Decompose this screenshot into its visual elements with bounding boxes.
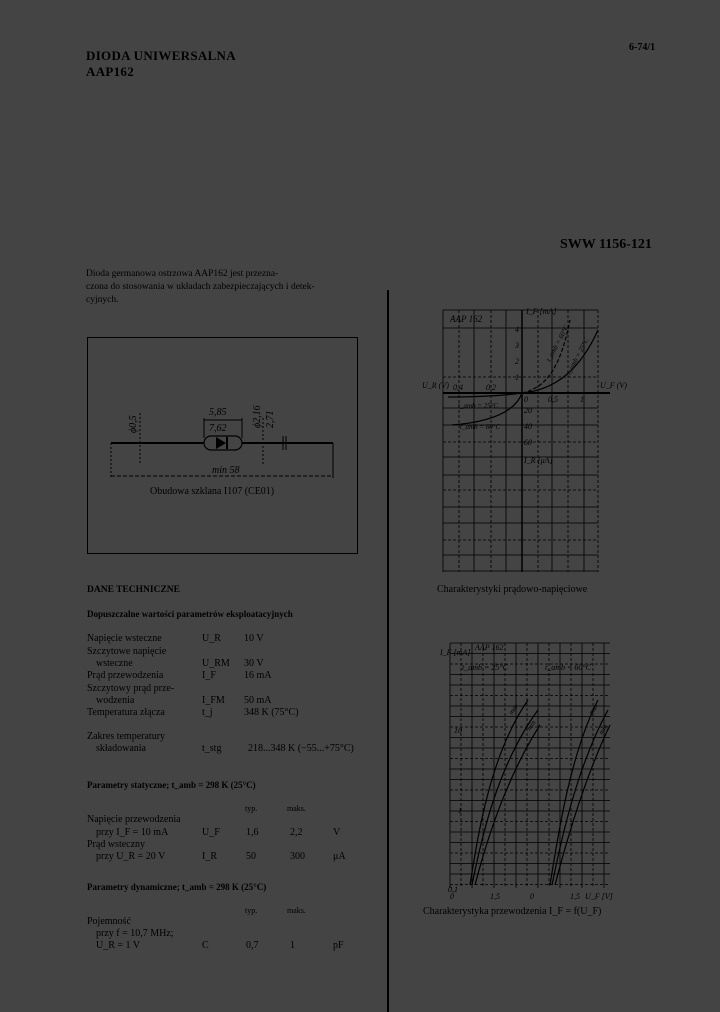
param-symbol: C	[202, 940, 209, 951]
param-condition: przy I_F = 10 mA	[96, 827, 169, 838]
curve-label: max	[507, 701, 521, 717]
limit-name-cont: wsteczne	[96, 658, 133, 669]
tick: 0,5	[548, 395, 558, 404]
tick: 1	[515, 373, 519, 382]
curve-label: t_amb = 60°C	[460, 423, 501, 431]
diode-outline-drawing	[88, 338, 357, 553]
limit-symbol: U_R	[202, 633, 221, 644]
dim-body-outer: 7,62	[209, 423, 227, 434]
param-unit: V	[333, 827, 341, 838]
outline-caption: Obudowa szklana I107 (CE01)	[150, 486, 275, 497]
intro-line: Dioda germanowa ostrzowa AAP162 jest przezna-	[86, 269, 279, 279]
limit-symbol: I_F	[202, 670, 216, 681]
limit-value: 218...348 K (−55...+75°C)	[248, 743, 354, 754]
tick: 4	[515, 325, 519, 334]
page-code: 6-74/1	[629, 42, 656, 53]
param-name: Napięcie przewodzenia	[87, 814, 181, 825]
param-unit: μA	[333, 851, 346, 862]
param-typ: 1,6	[246, 827, 259, 838]
chart2-caption: Charakterystyka przewodzenia I_F = f(U_F)	[423, 906, 602, 917]
curve-label: t_amb = 60°C	[544, 323, 571, 363]
tick: 1	[580, 395, 584, 404]
chart1-x-left-label: U_R (V)	[422, 381, 449, 390]
tick: 60	[524, 438, 532, 447]
param-max: 1	[290, 940, 295, 951]
outline-drawing-frame	[87, 337, 358, 554]
tick: 0,2	[486, 383, 496, 392]
temp-label: t_amb = 25°C	[462, 663, 508, 672]
dim-body-diameter-max: 2,71	[265, 410, 276, 428]
document-title: DIODA UNIWERSALNA	[86, 48, 236, 63]
curve-25c-max	[470, 700, 528, 885]
tick: 2	[515, 357, 519, 366]
curve-60c-typ	[552, 710, 608, 885]
chart1-part-label: AAP 162	[450, 314, 483, 324]
forward-characteristic-chart	[420, 635, 620, 900]
tick: 20	[524, 406, 532, 415]
limit-name: Prąd przewodzenia	[87, 670, 164, 681]
limit-name-cont: wodzenia	[96, 695, 135, 706]
dim-body-diameter: ϕ2,16	[252, 405, 263, 428]
standard-number: SWW 1156-121	[560, 237, 652, 252]
limit-name: Temperatura złącza	[87, 707, 165, 718]
param-name: Prąd wsteczny	[87, 839, 146, 850]
limit-symbol: I_FM	[202, 695, 225, 706]
intro-line: cyjnych.	[86, 295, 119, 305]
tick: 0	[530, 892, 534, 900]
tick: 0	[524, 395, 528, 404]
param-condition: przy f = 10,7 MHz;	[96, 928, 174, 939]
part-number: AAP162	[86, 64, 135, 79]
curve-label: t_amb = 25°C	[564, 336, 591, 376]
chart2-y-label: I_F [mA]	[440, 648, 471, 657]
limit-name: Szczytowy prąd prze-	[87, 683, 175, 694]
limit-symbol: t_stg	[202, 743, 222, 754]
limit-name-cont: składowania	[96, 743, 146, 754]
limits-heading: Dopuszczalne wartości parametrów eksploatacyjnych	[87, 609, 293, 619]
curve-label: max	[587, 701, 601, 717]
param-unit: pF	[333, 940, 344, 951]
limit-symbol: U_RM	[202, 658, 230, 669]
chart1-caption: Charakterystyki prądowo-napięciowe	[437, 584, 588, 595]
limit-name: Napięcie wsteczne	[87, 633, 162, 644]
limit-value: 50 mA	[244, 695, 272, 706]
curve-label: min	[525, 718, 538, 733]
dim-total-length: min 58	[212, 465, 240, 476]
tick: 0,1	[448, 885, 458, 894]
param-max: 2,2	[290, 827, 303, 838]
param-name: Pojemność	[87, 916, 131, 927]
tick: 10	[454, 726, 462, 735]
limit-name: Szczytowe napięcie	[87, 646, 167, 657]
param-symbol: U_F	[202, 827, 220, 838]
tick: 40	[524, 422, 532, 431]
tick: 0	[450, 892, 454, 900]
param-condition: przy U_R = 20 V	[96, 851, 166, 862]
tick: 3	[515, 341, 519, 350]
column-divider	[387, 290, 389, 1012]
limit-value: 30 V	[244, 658, 264, 669]
intro-line: czona do stosowania w układach zabezpieczających i detek-	[86, 282, 315, 292]
curve-label: min	[597, 722, 610, 737]
iv-characteristics-chart	[420, 300, 630, 585]
curve-60c-min	[555, 722, 610, 885]
dim-body-inner: 5,85	[209, 407, 227, 418]
curve-label: t_amb = 25°C	[458, 402, 499, 410]
tick: 1	[458, 806, 462, 815]
dim-lead-diameter: ϕ0,5	[128, 415, 139, 433]
chart1-x-right-label: U_F (V)	[600, 381, 627, 390]
chart1-y-bottom-label: I_R [μA]	[524, 456, 553, 465]
temp-label: t_amb = 60°C	[545, 663, 591, 672]
param-condition: U_R = 1 V	[96, 940, 141, 951]
tick: 0,4	[453, 383, 463, 392]
param-typ: 50	[246, 851, 256, 862]
limit-symbol: t_j	[202, 707, 213, 718]
param-max: 300	[290, 851, 305, 862]
limit-name: Zakres temperatury	[87, 731, 166, 742]
dynamic-heading: Parametry dynamiczne; t_amb = 298 K (25°C)	[87, 882, 267, 892]
limit-value: 10 V	[244, 633, 264, 644]
param-symbol: I_R	[202, 851, 217, 862]
col-typ: typ.	[245, 804, 258, 813]
limit-value: 348 K (75°C)	[244, 707, 299, 718]
col-max: maks.	[287, 906, 306, 915]
chart2-x-label: U_F [V]	[585, 892, 613, 900]
param-typ: 0,7	[246, 940, 259, 951]
tech-heading: DANE TECHNICZNE	[87, 585, 180, 595]
chart1-y-top-label: I_F [mA]	[526, 307, 557, 316]
limit-value: 16 mA	[244, 670, 272, 681]
col-max: maks.	[287, 804, 306, 813]
chart2-part-label: AAP 162	[475, 643, 504, 652]
static-heading: Parametry statyczne; t_amb = 298 K (25°C)	[87, 780, 256, 790]
tick: 1,5	[570, 892, 580, 900]
col-typ: typ.	[245, 906, 258, 915]
tick: 1,5	[490, 892, 500, 900]
